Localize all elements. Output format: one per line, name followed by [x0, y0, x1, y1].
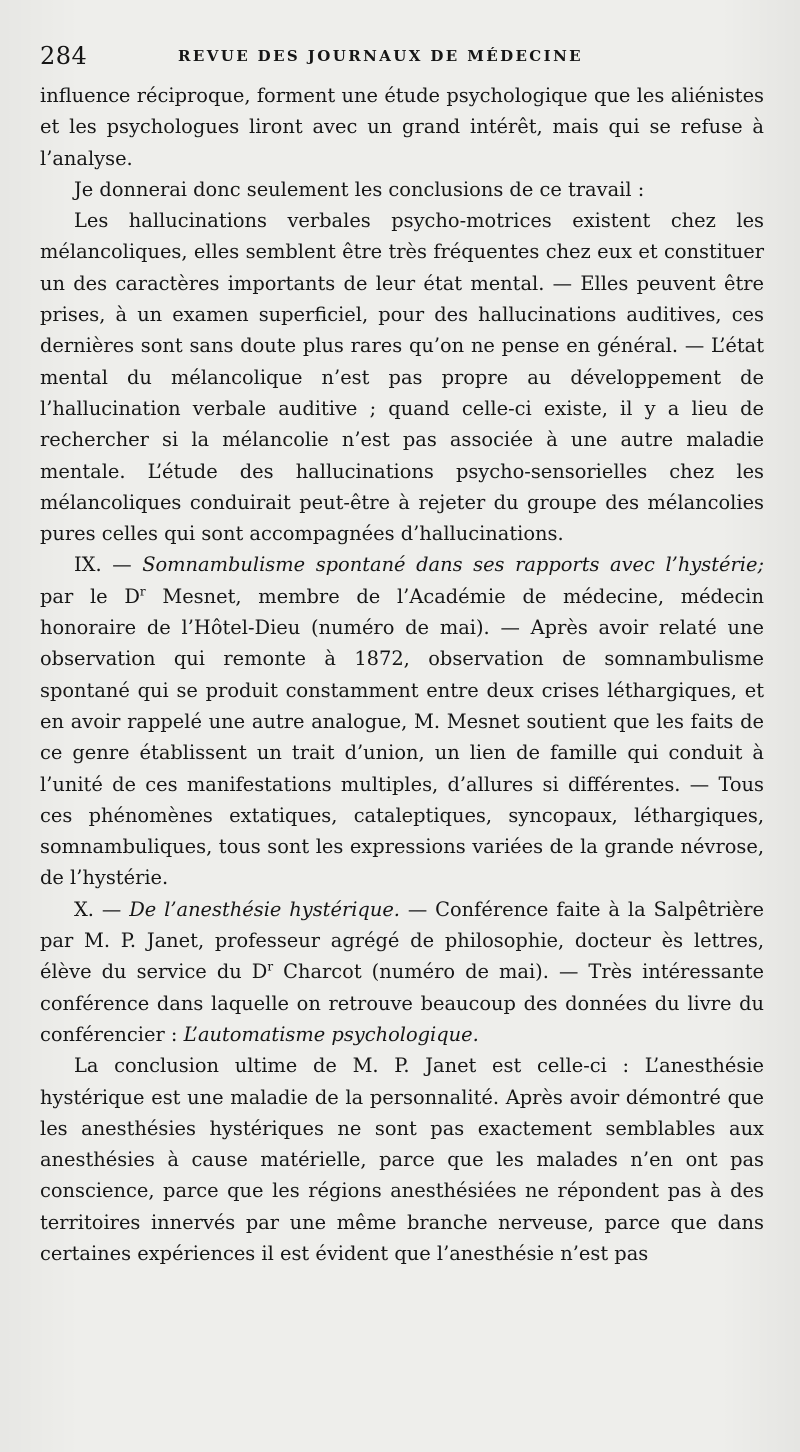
- page-header: [40, 38, 764, 80]
- paragraph-conclusion: La conclusion ultime de M. P. Janet est celle-ci : L’anesthésie hystérique est une maladie de la personnalité. Après avoir démontré que les anesthésies hystériques ne sont pas exactement semblables aux anesthésies à cause matérielle, parce que les malades n’en ont pas conscience, parce que les régions anesthésiées ne répondent pas à des territoires innervés par une même branche nerveuse, parce que dans certaines expériences il est évident que l’anesthésie n’est pas: [40, 1054, 764, 1265]
- article-title-x: De l’anesthésie hystérique.: [129, 897, 400, 921]
- entry-number-x: X. —: [74, 897, 130, 921]
- paragraph-1: influence réciproque, forment une étude psychologique que les aliénistes et les psychologues liront avec un grand intérêt, mais qui se refuse à l’analyse.: [40, 84, 764, 170]
- article-intro-x: — Conférence faite à la Salpêtrière par M. P. Janet, professeur agrégé de philosophie, docteur ès lettres, élève du service du D: [40, 897, 765, 984]
- paragraph-10-entry: [40, 894, 764, 1050]
- article-intro-ix: par le D: [40, 584, 140, 608]
- article-summary-x: Charcot (numéro de mai). — Très intéressante conférence dans laquelle on retrouve beaucoup des données du livre du conférencier :: [40, 960, 764, 1046]
- paragraph-9-entry: [40, 549, 764, 893]
- doctor-abbreviation-x: r: [267, 959, 274, 974]
- article-summary-ix: Mesnet, membre de l’Académie de médecine, médecin honoraire de l’Hôtel-Dieu (numéro de mai). — Après avoir relaté une observation qui remonte à 1872, observation de somnambulisme spontané qui se produit constamment entre deux crises léthargiques, et en avoir rappelé une autre analogue, M. Mesnet soutient que les faits de ce genre établissent un trait d’union, un lien de famille qui conduit à l’unité de ces manifestations multiples, d’allures si différentes. — Tous ces phénomènes extatiques, cataleptiques, syncopaux, léthargiques, somnambuliques, tous sont les expressions variées de la grande névrose, de l’hystérie.: [40, 584, 764, 890]
- paragraph-3: Les hallucinations verbales psycho-motrices existent chez les mélancoliques, elles semblent être très fréquentes chez eux et constituer un des caractères importants de leur état mental. — Elles peuvent être prises, à un examen superficiel, pour des hallucinations auditives, ces dernières sont sans doute plus rares qu’on ne pense en général. — L’état mental du mélancolique n’est pas propre au développement de l’hallucination verbale auditive ; quand celle-ci existe, il y a lieu de rechercher si la mélancolie n’est pas associée à une autre maladie mentale. L’étude des hallucinations psycho-sensorielles chez les mélancoliques conduirait peut-être à rejeter du groupe des mélancolies pures celles qui sont accompagnées d’hallucinations.: [40, 209, 764, 546]
- doctor-abbreviation-ix: r: [139, 584, 146, 599]
- book-title: L’automatisme psychologique.: [183, 1022, 479, 1046]
- page-number: 284: [40, 42, 88, 70]
- paragraph-2: Je donnerai donc seulement les conclusions de ce travail :: [74, 177, 645, 201]
- article-title-ix: Somnambulisme spontané dans ses rapports avec l’hystérie;: [142, 553, 764, 577]
- entry-number-ix: IX. —: [74, 553, 143, 577]
- running-title: REVUE DES JOURNAUX DE MÉDECINE: [178, 47, 584, 65]
- body-text: [40, 80, 764, 1269]
